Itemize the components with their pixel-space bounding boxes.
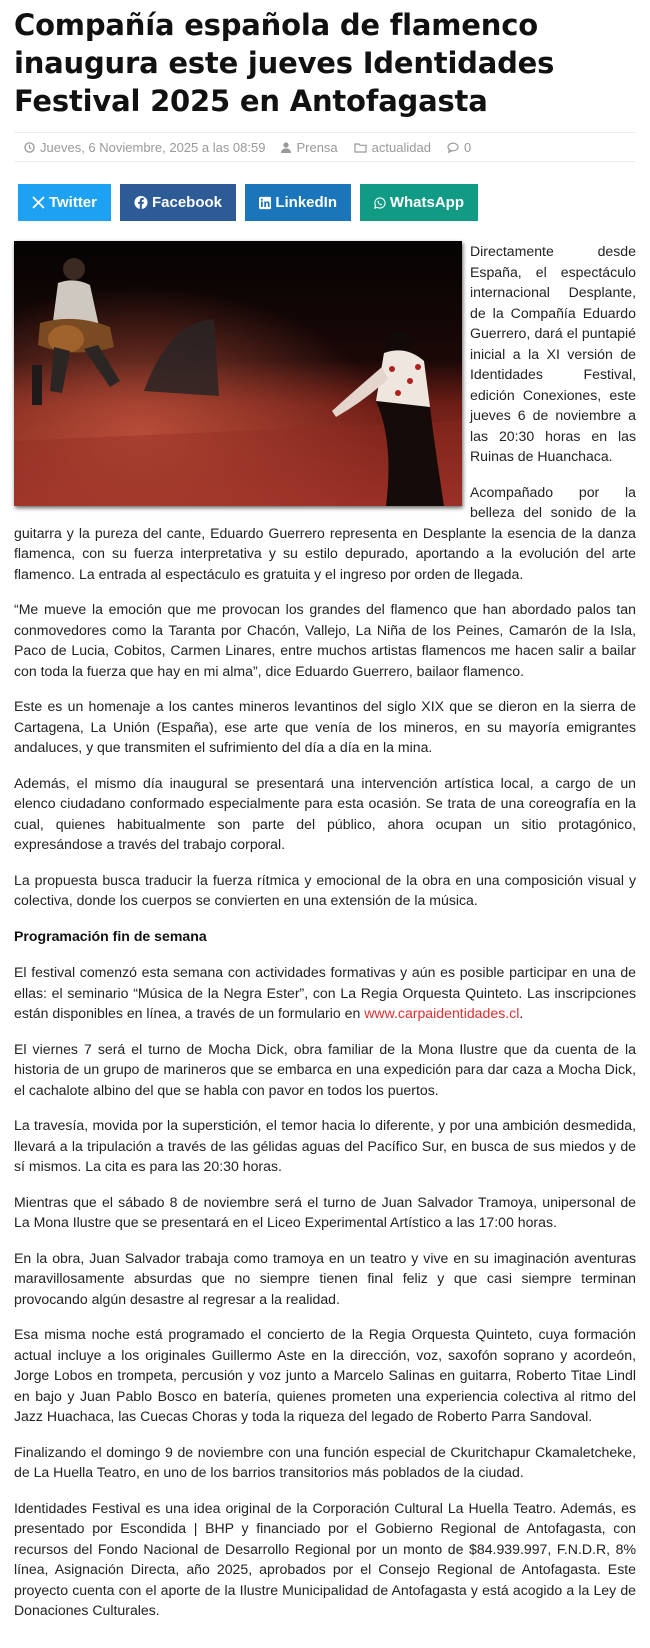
flamenco-stage-image	[14, 241, 462, 506]
paragraph-7-text: El festival comenzó esta semana con actividades formativas y aún es posible participar en una de ellas: el seminario “Música de la Negra Ester”, con La Regia Orquesta Quinteto. Las inscripciones están disponibles en línea, a través de un formulario en	[14, 964, 636, 1021]
article-title: Compañía española de flamenco inaugura este jueves Identidades Festival 2025 en Antofagasta	[14, 8, 555, 118]
share-whatsapp-label: WhatsApp	[389, 194, 464, 211]
meta-author-text: Prensa	[296, 139, 338, 155]
share-twitter-label: Twitter	[48, 194, 97, 211]
linkedin-icon	[259, 196, 271, 210]
share-linkedin-button[interactable]	[245, 184, 351, 221]
user-icon	[281, 142, 291, 153]
paragraph-1: Directamente desde España, el espectáculo internacional Desplante, de la Compañía Eduardo Guerrero, dará el puntapié inicial a la XI versión de Identidades Festival, edición Conexiones, este jueves 6 de noviembre a las 20:30 horas en las Ruinas de Huanchaca.	[470, 243, 636, 464]
paragraph-10: Mientras que el sábado 8 de noviembre será el turno de Juan Salvador Tramoya, unipersonal de La Mona Ilustre que se presentará en el Liceo Experimental Artístico a las 17:00 horas.	[14, 1193, 636, 1230]
clock-icon	[24, 142, 35, 153]
share-whatsapp-button[interactable]	[360, 184, 478, 221]
paragraph-6: La propuesta busca traducir la fuerza rítmica y emocional de la obra en una composición visual y colectiva, donde los cuerpos se convierten en una extensión de la música.	[14, 871, 636, 908]
share-facebook-button[interactable]	[120, 184, 236, 221]
share-facebook-label: Facebook	[151, 194, 222, 211]
meta-date	[24, 140, 265, 155]
flamenco-photo	[14, 241, 462, 506]
share-linkedin-label: LinkedIn	[275, 194, 337, 211]
paragraph-8: El viernes 7 será el turno de Mocha Dick, obra familiar de la Mona Ilustre que da cuenta de la historia de un grupo de marineros que se embarca en una expedición para dar caza a Mocha Dick, el cachalote albino del que se habla con pavor en todos los puertos.	[14, 1040, 636, 1098]
article-body	[14, 241, 636, 1621]
paragraph-7-end: .	[519, 1005, 524, 1021]
meta-author[interactable]	[281, 140, 337, 155]
article-meta	[14, 132, 636, 162]
meta-category-text: actualidad	[371, 139, 431, 155]
paragraph-14: Identidades Festival es una idea original de la Corporación Cultural La Huella Teatro. Además, es presentado por Escondida | BHP y financiado por el Gobierno Regional de Antofagasta, con recursos del Fondo Nacional de Desarrollo Regional por un monto de $84.939.997, F.N.D.R, 8% línea, Asignación Directa, año 2025, aprobados por el Consejo Regional de Antofagasta. Este proyecto cuenta con el aporte de la Ilustre Municipalidad de Antofagasta y está acogido a la Ley de Donaciones Culturales.	[14, 1499, 636, 1618]
paragraph-5: Además, el mismo día inaugural se presentará una intervención artística local, a cargo de un elenco ciudadano conformado especialmente para esta ocasión. Se trata de una coreografía en la cual, quienes habitualmente son parte del público, ahora ocupan un sitio protagónico, expresándose a través del trabajo corporal.	[14, 774, 636, 852]
paragraph-13: Finalizando el domingo 9 de noviembre con una función especial de Ckuritchapur Ckamaletcheke, de La Huella Teatro, en uno de los barrios transitorios más poblados de la ciudad.	[14, 1443, 636, 1480]
paragraph-7	[14, 962, 636, 1024]
meta-comments-count: 0	[463, 139, 472, 155]
folder-icon	[354, 142, 367, 153]
meta-comments[interactable]	[447, 140, 471, 155]
share-buttons	[18, 184, 636, 221]
meta-category[interactable]	[354, 140, 431, 155]
share-twitter-button[interactable]	[18, 184, 111, 221]
whatsapp-icon	[374, 196, 386, 210]
facebook-icon	[134, 195, 148, 210]
paragraph-12: Esa misma noche está programado el concierto de la Regia Orquesta Quinteto, cuya formación actual incluye a los originales Guillermo Aste en la dirección, voz, saxofón soprano y acordeón, Jorge Lobos en trompeta, percusión y voz junto a Marcelo Salinas en guitarra, Roberto Titae Lindl en bajo y Juan Pablo Bosco en batería, quienes prometen una experiencia colectiva al ritmo del Jazz Huachaca, las Cuecas Choras y toda la riqueza del legado de Roberto Parra Sandoval.	[14, 1326, 636, 1424]
paragraph-4: Este es un homenaje a los cantes mineros levantinos del siglo XIX que se dieron en la sierra de Cartagena, La Unión (España), ese arte que venía de los mineros, en su mayoría emigrantes andaluces, y que transmiten el sufrimiento del día a día en la mina.	[14, 698, 636, 755]
comment-icon	[447, 142, 459, 153]
article-page	[0, 6, 650, 1648]
paragraph-9: La travesía, movida por la superstición, el temor hacia lo diferente, y por una ambición desmedida, llevará a la tripulación a través de las gélidas aguas del Pacífico Sur, en busca de sus miedos y de sí mismos. La cita es para las 20:30 horas.	[14, 1117, 636, 1174]
section-heading: Programación fin de semana	[14, 927, 207, 944]
festival-link[interactable]: www.carpaidentidades.cl	[364, 1005, 520, 1021]
paragraph-2: Acompañado por la belleza del sonido de la guitarra y la pureza del cante, Eduardo Guerrero representa en Desplante la esencia de la danza flamenca, con su fuerza interpretativa y su estilo depurado, aportando a la evolución del arte flamenco. La entrada al espectáculo es gratuita y el ingreso por orden de llegada.	[14, 483, 636, 582]
meta-date-text: Jueves, 6 Noviembre, 2025 a las 08:59	[40, 139, 266, 155]
paragraph-11: En la obra, Juan Salvador trabaja como tramoya en un teatro y vive en su imaginación aventuras maravillosamente absurdas que no siempre tienen final feliz y que casi siempre terminan provocando algún desastre al regresar a la realidad.	[14, 1249, 636, 1307]
x-logo-icon	[32, 196, 45, 209]
paragraph-3: “Me mueve la emoción que me provocan los grandes del flamenco que han abordado palos tan conmovedores como la Taranta por Chacón, Vallejo, La Niña de los Peines, Camarón de la Isla, Paco de Lucia, Cobitos, Carmen Linares, entre muchos artistas flamencos me hacen salir a bailar con toda la fuerza que hay en mi alma”, dice Eduardo Guerrero, bailaor flamenco.	[14, 601, 636, 679]
